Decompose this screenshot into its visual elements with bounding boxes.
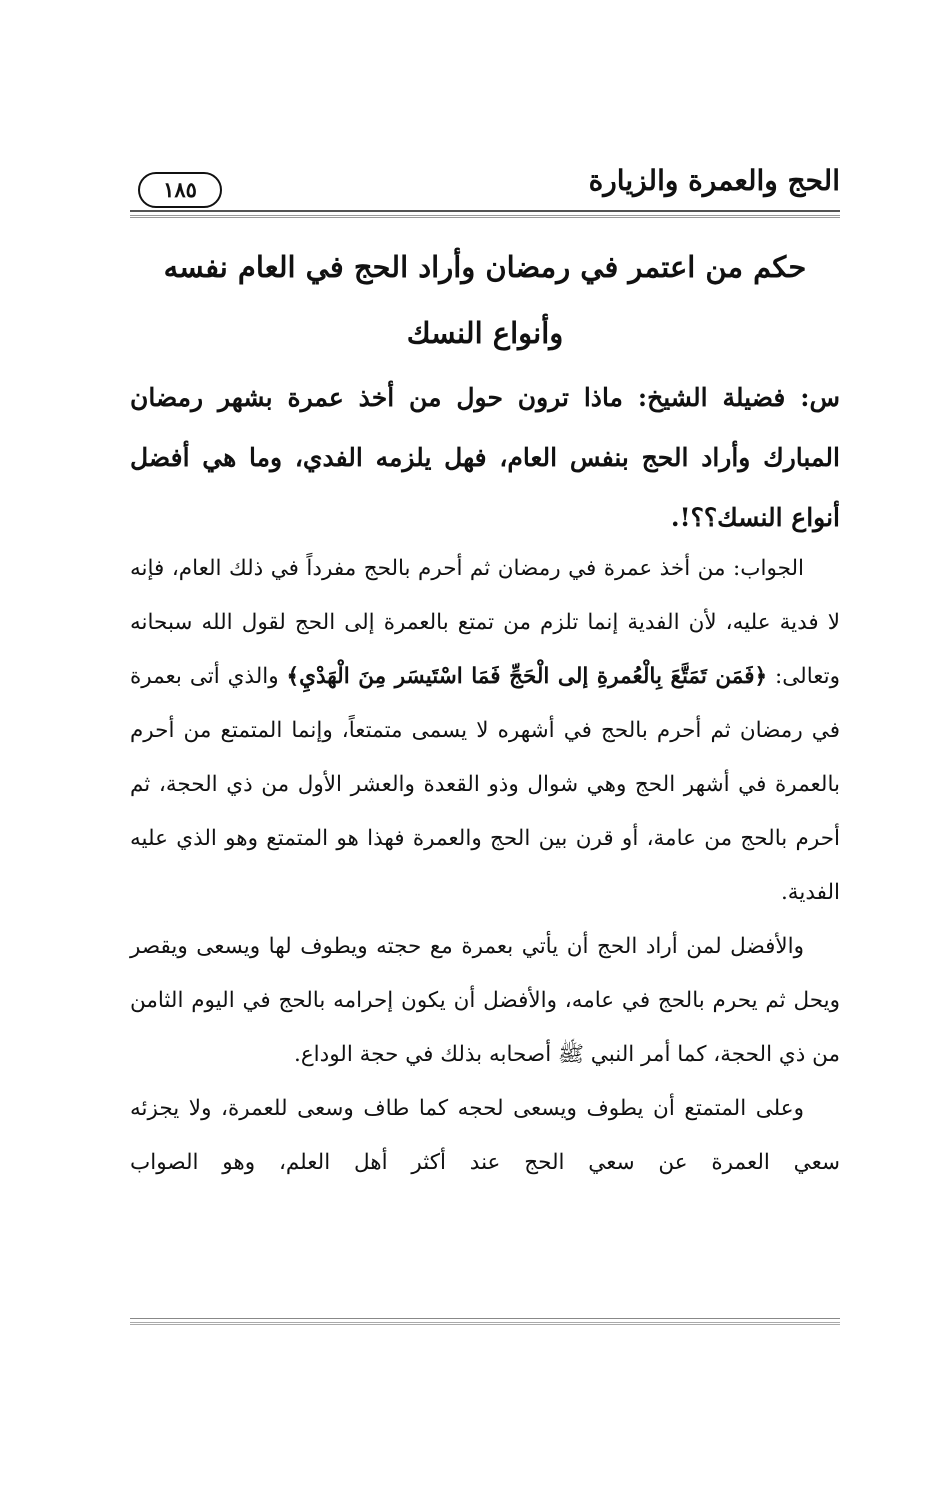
running-title: الحج والعمرة والزيارة xyxy=(588,164,840,197)
heading-line-2: وأنواع النسك xyxy=(406,316,564,350)
book-page xyxy=(130,150,840,1350)
answer-body xyxy=(130,542,840,1190)
answer-paragraph-2: والأفضل لمن أراد الحج أن يأتي بعمرة مع حجته ويطوف لها ويسعى ويقصر ويحل ثم يحرم بالحج في عامه، والأفضل أن يكون إحرامه بالحج في اليوم الثامن من ذي الحجة، كما أمر النبي ﷺ أصحابه بذلك في حجة الوداع. xyxy=(130,934,840,1067)
heading-line-1: حكم من اعتمر في رمضان وأراد الحج في العام نفسه xyxy=(163,250,807,284)
question-text: س: فضيلة الشيخ: ماذا ترون حول من أخذ عمرة بشهر رمضان المبارك وأراد الحج بنفس العام، فهل يلزمه الفدي، وما هي أفضل أنواع النسك؟؟!. xyxy=(130,383,840,532)
page-number-badge: ١٨٥ xyxy=(138,172,222,208)
footer-rule xyxy=(130,1318,840,1325)
answer-paragraph-1 xyxy=(130,542,840,920)
answer-paragraph-3: وعلى المتمتع أن يطوف ويسعى لحجه كما طاف وسعى للعمرة، ولا يجزئه سعي العمرة عن سعي الحج عند أكثر أهل العلم، وهو الصواب xyxy=(130,1096,840,1175)
answer-p1-end: والذي أتى بعمرة في رمضان ثم أحرم بالحج في أشهره لا يسمى متمتعاً، وإنما المتمتع من أحرم بالعمرة في أشهر الحج وهي شوال وذو القعدة والعشر الأول من ذي الحجة، ثم أحرم بالحج من عامة، أو قرن بين الحج والعمرة فهذا هو المتمتع وهو الذي عليه الفدية. xyxy=(130,664,840,905)
answer-p1-start: الجواب: من أخذ عمرة في رمضان ثم أحرم بالحج مفرداً في ذلك العام، فإنه لا فدية عليه، لأن الفدية إنما تلزم من تمتع بالعمرة إلى الحج لقول الله سبحانه وتعالى: xyxy=(130,556,840,689)
quran-verse: ﴿فَمَن تَمَتَّعَ بِالْعُمرةِ إلى الْحَجِّ فَمَا اسْتَيسَر مِنَ الْهَدْيِ﴾ xyxy=(286,664,768,689)
header-rule xyxy=(130,210,840,218)
section-heading xyxy=(130,234,840,366)
